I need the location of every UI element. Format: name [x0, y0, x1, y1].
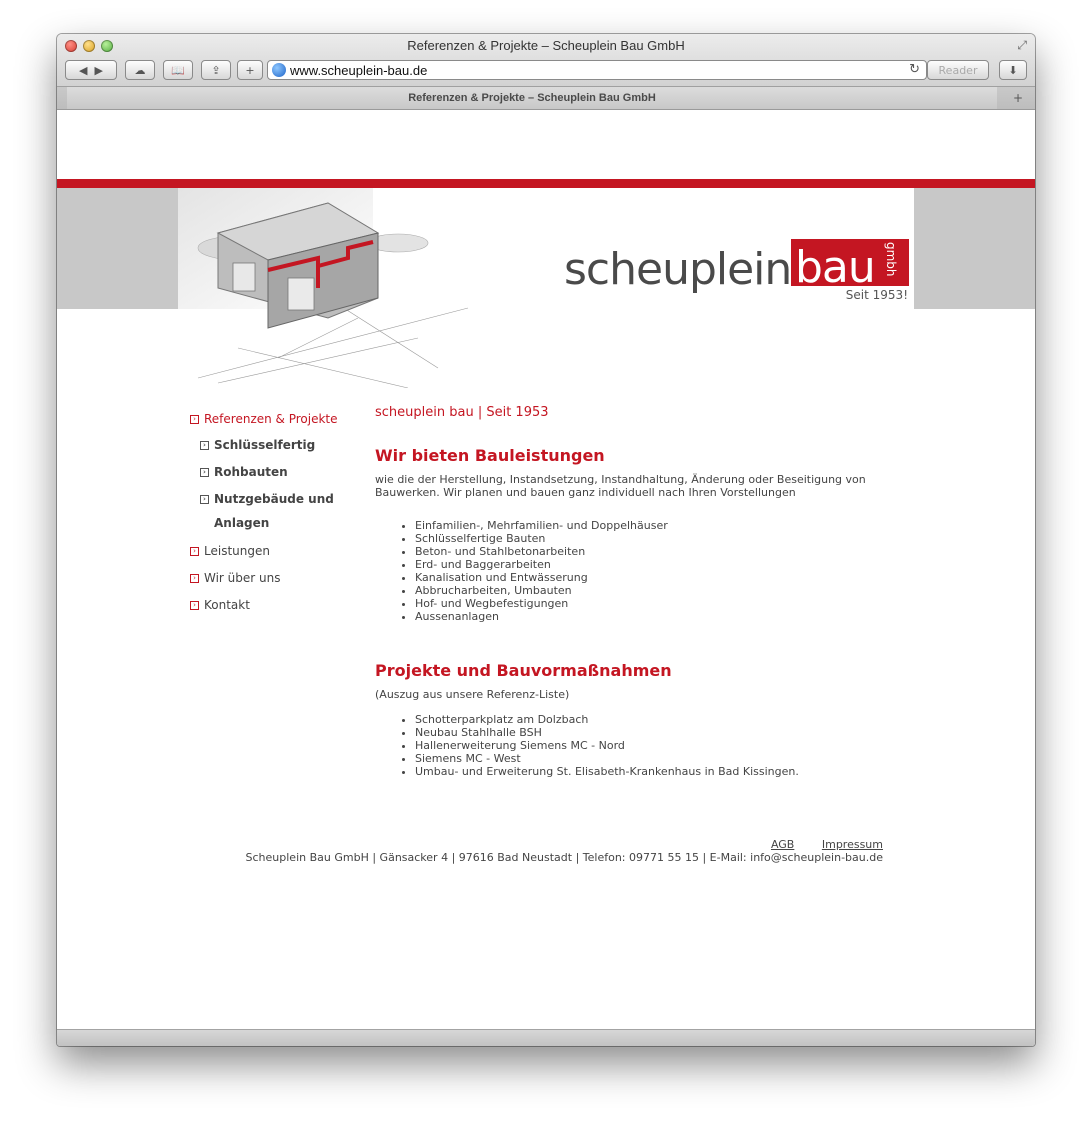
- list-item: • Schlüsselfertige Bauten: [415, 532, 895, 545]
- globe-icon: [272, 63, 286, 77]
- sidebar-subitem-schluesselfertig[interactable]: › Schlüsselfertig: [187, 433, 357, 457]
- tab-bar: [57, 86, 1035, 110]
- list-item: • Beton- und Stahlbetonarbeiten: [415, 545, 895, 558]
- add-tab-icon[interactable]: +: [1012, 91, 1024, 105]
- projects-list: [375, 713, 895, 778]
- forward-icon[interactable]: ▶: [94, 63, 103, 77]
- arrow-icon: ›: [190, 601, 199, 610]
- footer-links: [246, 838, 883, 851]
- house-illustration: [178, 188, 478, 388]
- tagline: scheuplein bau | Seit 1953: [375, 405, 549, 420]
- cloud-icon: ☁: [134, 63, 146, 77]
- list-item: • Hof- und Wegbefestigungen: [415, 597, 895, 610]
- arrow-icon: ›: [200, 468, 209, 477]
- list-item: • Siemens MC - West: [415, 752, 895, 765]
- tab-active[interactable]: Referenzen & Projekte – Scheuplein Bau GmbH: [67, 87, 997, 109]
- logo-since: Seit 1953!: [845, 288, 908, 302]
- download-icon: ⬇: [1008, 63, 1018, 77]
- agb-link[interactable]: AGB: [770, 838, 795, 851]
- impressum-link[interactable]: Impressum: [821, 838, 883, 851]
- address-bar[interactable]: [267, 60, 927, 80]
- new-tab-button[interactable]: [237, 60, 263, 80]
- reader-button[interactable]: Reader: [927, 60, 989, 80]
- browser-window: [57, 34, 1035, 1046]
- section-title-projekte: Projekte und Bauvormaßnahmen: [375, 661, 672, 680]
- title-bar: [57, 34, 1035, 86]
- services-list: [375, 519, 895, 623]
- logo-name: scheuplein: [564, 244, 792, 295]
- list-item: • Erd- und Baggerarbeiten: [415, 558, 895, 571]
- section-text-bauleistungen: wie die der Herstellung, Instandsetzung, Instandhaltung, Änderung oder Beseitigung von Bauwerken. Wir planen und bauen ganz individuell nach Ihren Vorstellungen: [375, 473, 866, 499]
- arrow-icon: ›: [200, 495, 209, 504]
- list-item: • Einfamilien-, Mehrfamilien- und Doppelhäuser: [415, 519, 895, 532]
- arrow-icon: ›: [190, 415, 199, 424]
- arrow-icon: ›: [190, 547, 199, 556]
- list-item: • Kanalisation und Entwässerung: [415, 571, 895, 584]
- reload-icon[interactable]: ↻: [909, 62, 920, 77]
- main-content: [375, 398, 895, 778]
- arrow-icon: ›: [190, 574, 199, 583]
- sidebar-item-kontakt[interactable]: › Kontakt: [187, 592, 357, 619]
- sidebar-subitem-rohbauten[interactable]: › Rohbauten: [187, 460, 357, 484]
- sidebar-item-referenzen[interactable]: › Referenzen & Projekte: [187, 406, 357, 433]
- footer-address: Scheuplein Bau GmbH | Gänsacker 4 | 97616 Bad Neustadt | Telefon: 09771 55 15 | E-Mail: info@scheuplein-bau.de: [245, 851, 883, 864]
- back-icon[interactable]: ◀: [79, 63, 88, 77]
- fullscreen-icon[interactable]: ⤢: [1017, 38, 1027, 52]
- sidebar-subitem-nutzgebaeude[interactable]: › Nutzgebäude und Anlagen: [187, 487, 357, 535]
- downloads-button[interactable]: [999, 60, 1027, 80]
- sidebar-item-leistungen[interactable]: › Leistungen: [187, 538, 357, 565]
- url-text[interactable]: www.scheuplein-bau.de: [290, 63, 428, 78]
- logo-gmbh: gmbh: [884, 242, 898, 277]
- list-item: • Abbrucharbeiten, Umbauten: [415, 584, 895, 597]
- site-footer: [246, 838, 883, 864]
- plus-icon: +: [245, 63, 255, 77]
- bookmarks-button[interactable]: [163, 60, 193, 80]
- list-item: • Neubau Stahlhalle BSH: [415, 726, 895, 739]
- site-header: [178, 188, 914, 388]
- section-title-bauleistungen: Wir bieten Bauleistungen: [375, 446, 605, 465]
- sidebar-item-wir-ueber-uns[interactable]: › Wir über uns: [187, 565, 357, 592]
- list-item: • Umbau- und Erweiterung St. Elisabeth-Krankenhaus in Bad Kissingen.: [415, 765, 895, 778]
- book-icon: 📖: [171, 63, 185, 77]
- list-item: • Hallenerweiterung Siemens MC - Nord: [415, 739, 895, 752]
- web-page: [57, 110, 1035, 1030]
- window-title: Referenzen & Projekte – Scheuplein Bau GmbH: [407, 38, 685, 53]
- share-button[interactable]: [201, 60, 231, 80]
- logo-bau: bau: [795, 242, 875, 293]
- arrow-icon: ›: [200, 441, 209, 450]
- share-icon: ⇪: [211, 63, 221, 77]
- back-forward-button[interactable]: [65, 60, 117, 80]
- sidebar-nav: [187, 406, 357, 619]
- status-bar: [57, 1029, 1035, 1046]
- icloud-button[interactable]: [125, 60, 155, 80]
- list-item: • Schotterparkplatz am Dolzbach: [415, 713, 895, 726]
- section-note-projekte: (Auszug aus unsere Referenz-Liste): [375, 688, 570, 701]
- toolbar: [57, 58, 1035, 84]
- list-item: • Aussenanlagen: [415, 610, 895, 623]
- header-red-bar: [57, 179, 1035, 188]
